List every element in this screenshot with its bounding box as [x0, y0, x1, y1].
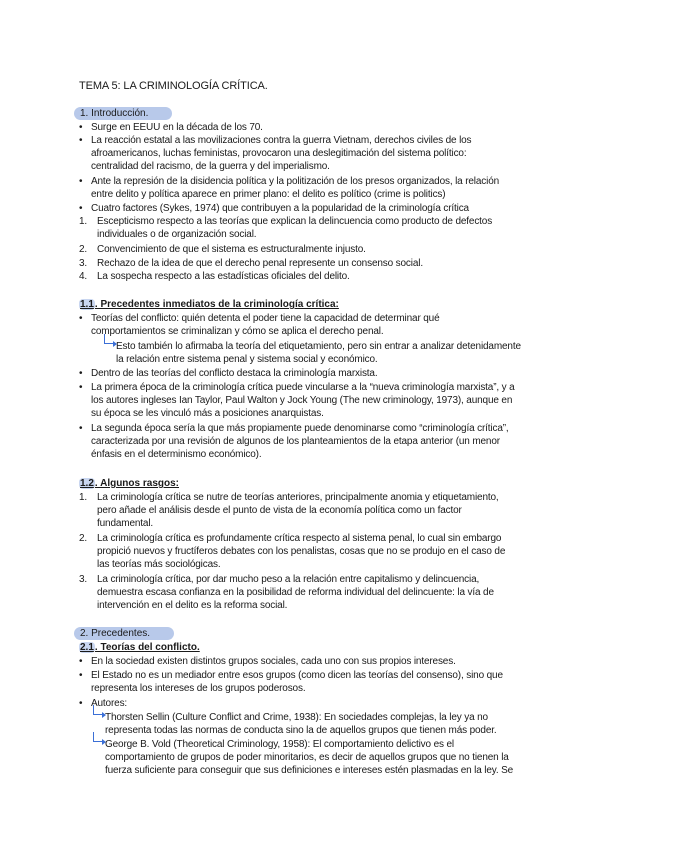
- text-line: los autores ingleses Ian Taylor, Paul Walton y Jock Young (The new criminology, 1973), aunque en: [91, 395, 513, 406]
- text-line: entre delito y política aparece en primer plano: el delito es político (crime is politics): [91, 189, 446, 200]
- text-line: propició nuevos y fructíferos debates con los penalistas, cosas que no se produjo en el caso de: [97, 546, 506, 557]
- subsection-title: . Teorías del conflicto.: [94, 642, 200, 653]
- subsection-heading-precedentes-inmediatos: [79, 298, 339, 311]
- text-line: centralidad del racismo, de la guerra y del imperialismo.: [91, 161, 330, 172]
- list-number: 2.: [79, 244, 88, 255]
- bullet-dot: •: [79, 670, 83, 681]
- text-line: caracterizada por una revisión de algunos de los planteamientos de la etapa anterior (un menor: [91, 436, 500, 447]
- text-line: El Estado no es un mediador entre esos grupos (como dicen las teorías del consenso), sino que: [91, 670, 503, 681]
- text-line: La reacción estatal a las movilizaciones contra la guerra Vietnam, derechos civiles de los: [91, 135, 472, 146]
- text-line: la relación entre sistema penal y sistema social y económico.: [116, 354, 378, 365]
- text-line: En la sociedad existen distintos grupos sociales, cada uno con sus propios intereses.: [91, 656, 456, 667]
- bullet-dot: •: [79, 368, 83, 379]
- arrow-icon: [104, 334, 114, 344]
- list-number: 1.: [79, 492, 88, 503]
- text-line: representa los intereses de los grupos poderosos.: [91, 683, 306, 694]
- text-line: La criminología crítica es profundamente crítica respecto al sistema penal, lo cual sin embargo: [97, 533, 502, 544]
- text-line: Cuatro factores (Sykes, 1974) que contribuyen a la popularidad de la criminología crítica: [91, 203, 469, 214]
- text-line: su época se les vinculó más a posiciones anarquistas.: [91, 408, 324, 419]
- text-line: Escepticismo respecto a las teorías que explican la delincuencia como producto de defectos: [97, 216, 493, 227]
- bullet-dot: •: [79, 382, 83, 393]
- list-number: 4.: [79, 271, 88, 282]
- bullet-dot: •: [79, 203, 83, 214]
- text-line: las teorías más sociológicas.: [97, 559, 221, 570]
- subsection-title: . Algunos rasgos:: [94, 478, 179, 489]
- bullet-dot: •: [79, 313, 83, 324]
- section-heading-precedentes: 2. Precedentes.: [74, 627, 174, 640]
- text-line: afroamericanos, luchas feministas, provocaron una deslegitimación del sistema político:: [91, 148, 467, 159]
- text-line: La segunda época sería la que más propiamente puede denominarse como “criminología crítica”,: [91, 423, 509, 434]
- text-line: comportamientos se criminalizan y cómo se aplica el derecho penal.: [91, 326, 384, 337]
- text-line: Thorsten Sellin (Culture Conflict and Crime, 1938): En sociedades complejas, la ley ya no: [105, 712, 488, 723]
- text-line: fundamental.: [97, 518, 154, 529]
- list-number: 3.: [79, 574, 88, 585]
- arrow-icon: [93, 732, 103, 742]
- list-number: 2.: [79, 533, 88, 544]
- text-line: La criminología crítica, por dar mucho peso a la relación entre capitalismo y delincuencia,: [97, 574, 480, 585]
- text-line: Surge en EEUU en la década de los 70.: [91, 122, 263, 133]
- bullet-dot: •: [79, 656, 83, 667]
- text-line: George B. Vold (Theoretical Criminology, 1958): El comportamiento delictivo es el: [105, 739, 454, 750]
- subsection-number: 2.1: [80, 642, 94, 653]
- text-line: Dentro de las teorías del conflicto destaca la criminología marxista.: [91, 368, 378, 379]
- bullet-dot: •: [79, 423, 83, 434]
- bullet-dot: •: [79, 135, 83, 146]
- subsection-heading-teorias-conflicto: [79, 641, 200, 654]
- text-line: Convencimiento de que el sistema es estructuralmente injusto.: [97, 244, 366, 255]
- text-line: Teorías del conflicto: quién detenta el poder tiene la capacidad de determinar qué: [91, 313, 440, 324]
- text-line: Autores:: [91, 698, 128, 709]
- text-line: Esto también lo afirmaba la teoría del etiquetamiento, pero sin entrar a analizar detenidamente: [116, 341, 521, 352]
- bullet-dot: •: [79, 176, 83, 187]
- text-line: demuestra escasa confianza en la posibilidad de reforma individual del delincuente: la vía de: [97, 587, 494, 598]
- text-line: énfasis en el determinismo económico).: [91, 449, 262, 460]
- subsection-heading-algunos-rasgos: [79, 477, 179, 490]
- text-line: fuerza suficiente para conseguir que sus definiciones e intereses estén plasmadas en la ley. Se: [105, 765, 514, 776]
- text-line: Rechazo de la idea de que el derecho penal represente un consenso social.: [97, 258, 423, 269]
- text-line: individuales o de organización social.: [97, 229, 257, 240]
- text-line: pero añade el análisis desde el punto de vista de la economía política como un factor: [97, 505, 462, 516]
- text-line: comportamiento de grupos de poder minoritarios, es decir de aquellos grupos que no tienen la: [105, 752, 509, 763]
- list-number: 3.: [79, 258, 88, 269]
- section-heading-introduccion: 1. Introducción.: [74, 107, 172, 120]
- subsection-title: . Precedentes inmediatos de la criminología crítica:: [94, 299, 339, 310]
- document-title: TEMA 5: LA CRIMINOLOGÍA CRÍTICA.: [79, 80, 268, 92]
- text-line: Ante la represión de la disidencia política y la politización de los presos organizados, la relación: [91, 176, 500, 187]
- arrow-icon: [93, 705, 103, 715]
- text-line: intervención en el delito es la reforma social.: [97, 600, 288, 611]
- list-number: 1.: [79, 216, 88, 227]
- bullet-dot: •: [79, 122, 83, 133]
- text-line: La sospecha respecto a las estadísticas oficiales del delito.: [97, 271, 350, 282]
- text-line: representa todas las normas de conducta sino la de aquellos grupos que tienen más poder.: [105, 725, 497, 736]
- text-line: La primera época de la criminología crítica puede vincularse a la “nueva criminología marxista”, y a: [91, 382, 515, 393]
- bullet-dot: •: [79, 698, 83, 709]
- text-line: La criminología crítica se nutre de teorías anteriores, principalmente anomia y etiquetamiento,: [97, 492, 499, 503]
- subsection-number: 1.2: [80, 478, 94, 489]
- subsection-number: 1.1: [80, 299, 94, 310]
